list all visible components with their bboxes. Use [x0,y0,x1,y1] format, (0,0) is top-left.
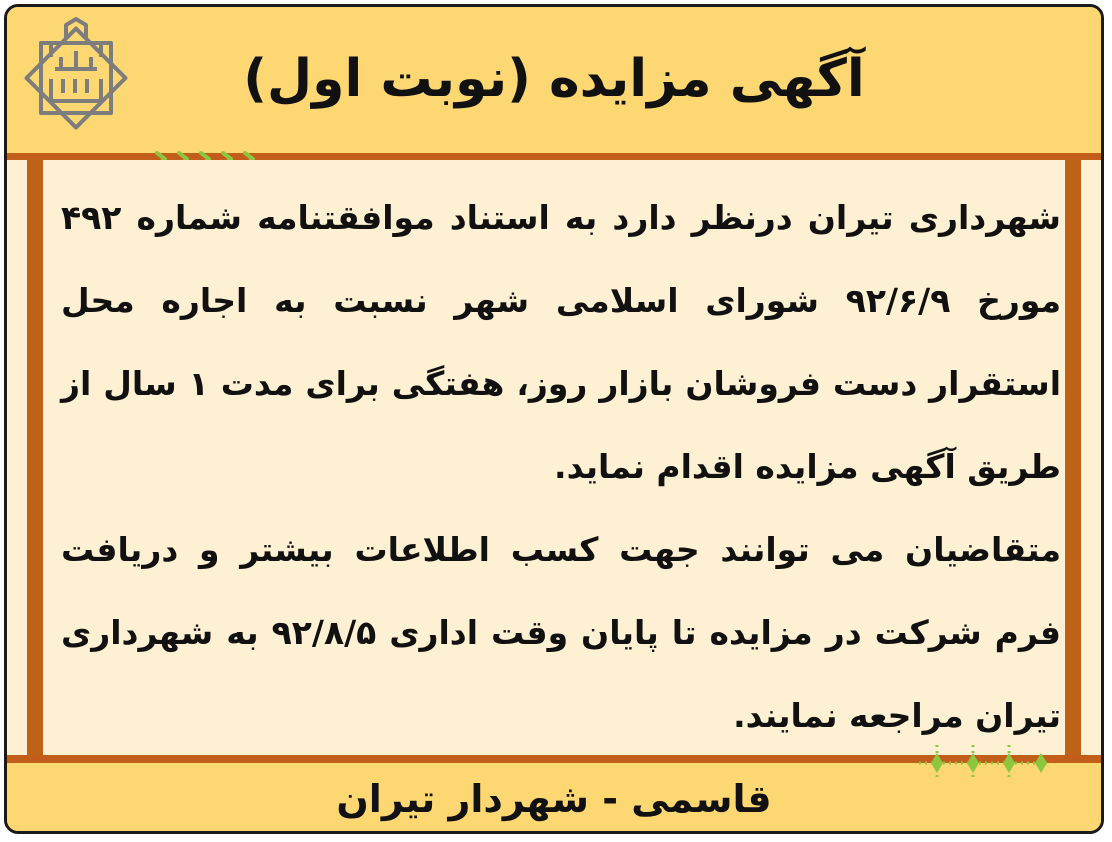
left-border-bar [27,160,43,755]
notice-title: آگهی مزایده (نوبت اول) [243,49,865,109]
diamond-ornament-icon [919,745,1049,781]
notice-signature: قاسمی - شهردار تیران [336,777,772,821]
notice-frame [4,4,1104,834]
municipality-logo-icon [11,17,141,141]
notice-header [7,7,1101,153]
notice-paragraph-2: متقاضیان می توانند جهت کسب اطلاعات بیشتر و دریافت فرم شرکت در مزایده تا پایان وقت اداری ۹۲/۸/۵ به شهرداری تیران مراجعه نمایند. [61,530,1061,735]
notice-content [7,160,1101,755]
notice-body [61,176,1061,757]
right-border-bar [1065,160,1081,755]
notice-paragraph-1: شهرداری تیران درنظر دارد به استناد موافقتنامه شماره ۴۹۲ مورخ ۹۲/۶/۹ شورای اسلامی شهر نسبت به اجاره محل استقرار دست فروشان بازار روز، هفتگی برای مدت ۱ سال از طریق آگهی مزایده اقدام نماید. [61,198,1062,486]
